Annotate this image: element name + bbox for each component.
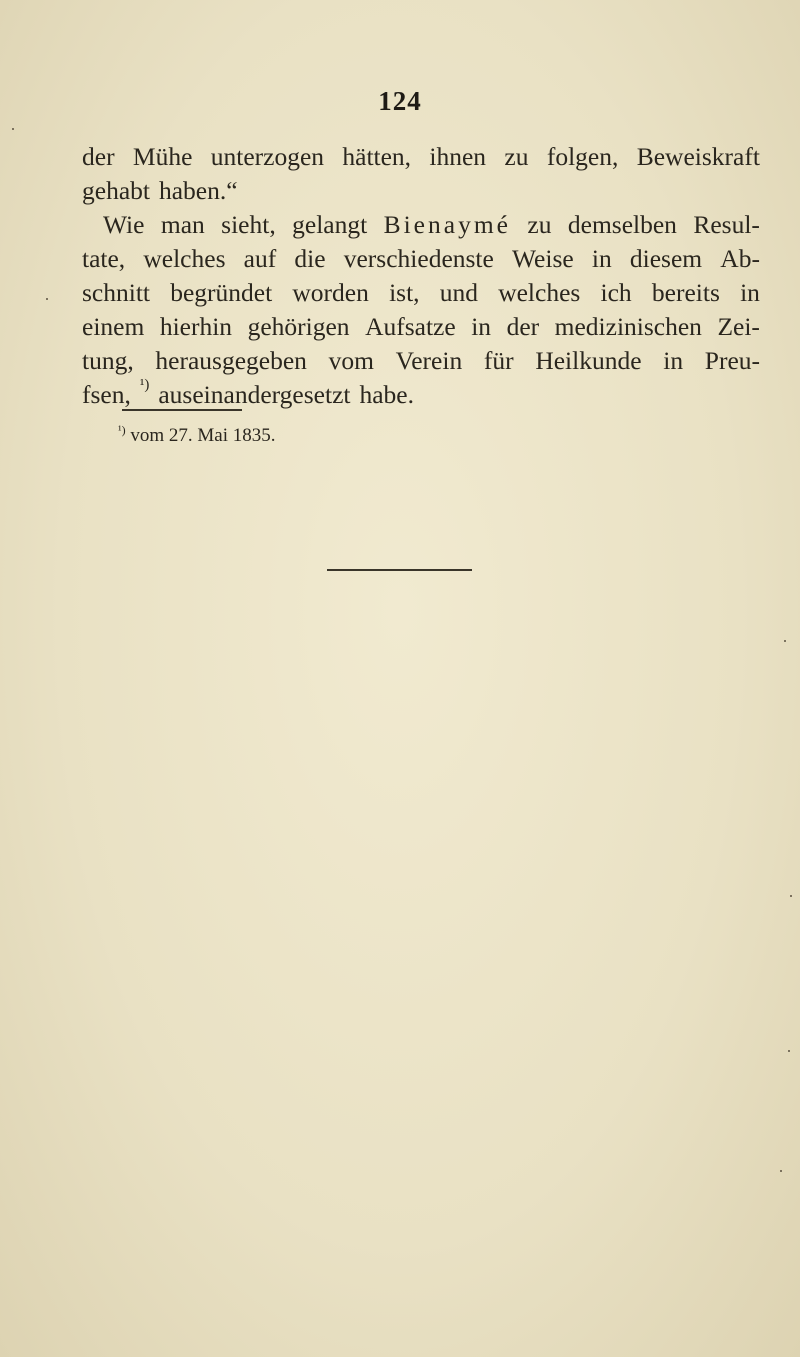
- word: Beweiskraft: [636, 142, 760, 171]
- footnote-reference: ¹): [139, 377, 150, 393]
- word: habe.: [359, 380, 414, 409]
- word: Zei-: [717, 312, 760, 341]
- word: tung,: [82, 346, 134, 375]
- word: für: [483, 346, 514, 375]
- section-end-rule: [327, 569, 472, 571]
- word: Resul-: [693, 210, 760, 239]
- word: auf: [243, 244, 277, 273]
- text-line: [82, 344, 760, 378]
- word: in: [740, 278, 760, 307]
- word: begründet: [170, 278, 273, 307]
- footnote: [118, 425, 275, 447]
- word: welches: [143, 244, 226, 273]
- word: vom: [328, 346, 374, 375]
- text-line: [82, 378, 760, 412]
- word: hierhin: [159, 312, 233, 341]
- word: Ab-: [720, 244, 760, 273]
- word: in: [591, 244, 612, 273]
- word: der: [82, 142, 115, 171]
- word: herausgegeben: [155, 346, 307, 375]
- word: verschiedenste: [343, 244, 494, 273]
- paper-speck: [788, 1050, 790, 1052]
- word: diesem: [629, 244, 703, 273]
- word: bereits: [651, 278, 720, 307]
- word: medizinischen: [554, 312, 702, 341]
- body-text: [82, 140, 760, 412]
- text-line: [82, 208, 760, 242]
- footnote-separator: [122, 409, 242, 411]
- paper-speck: [46, 298, 48, 300]
- word: hätten,: [342, 142, 412, 171]
- footnote-text: vom 27. Mai 1835.: [130, 425, 276, 446]
- word: folgen,: [546, 142, 619, 171]
- word: tate,: [82, 244, 126, 273]
- word: gelangt: [292, 210, 368, 239]
- word: schnitt: [82, 278, 150, 307]
- word: in: [471, 312, 492, 341]
- text-line: [82, 140, 760, 174]
- word: worden: [292, 278, 369, 307]
- paper-speck: [12, 128, 14, 130]
- word: einem: [82, 312, 145, 341]
- word: ich: [600, 278, 632, 307]
- word: auseinandergesetzt: [158, 380, 351, 409]
- word: und: [439, 278, 478, 307]
- word: Aufsatze: [365, 312, 456, 341]
- word: Wie: [103, 210, 145, 239]
- word: Preu-: [704, 346, 760, 375]
- word: die: [294, 244, 326, 273]
- word: zu: [527, 210, 552, 239]
- word: fsen,: [82, 380, 131, 409]
- word: ihnen: [429, 142, 487, 171]
- text-line: [82, 174, 760, 208]
- word: Verein: [395, 346, 463, 375]
- word: Mühe: [132, 142, 193, 171]
- word: welches: [498, 278, 581, 307]
- word: gehabt: [82, 176, 150, 205]
- page-number: 124: [378, 86, 422, 116]
- word: demselben: [567, 210, 677, 239]
- word: man: [160, 210, 205, 239]
- paper-speck: [790, 895, 792, 897]
- word: Weise: [512, 244, 574, 273]
- text-line: [82, 242, 760, 276]
- text-line: [82, 310, 760, 344]
- word: sieht,: [221, 210, 276, 239]
- word: haben.“: [158, 176, 238, 205]
- text-line: [82, 276, 760, 310]
- word: ist,: [389, 278, 420, 307]
- word: der: [506, 312, 540, 341]
- word: in: [663, 346, 684, 375]
- author-name: Bienaymé: [383, 210, 511, 239]
- word: unterzogen: [210, 142, 325, 171]
- footnote-marker: ¹): [118, 423, 126, 437]
- word: zu: [504, 142, 529, 171]
- paper-speck: [784, 640, 786, 642]
- word: Heilkunde: [535, 346, 642, 375]
- word: gehörigen: [247, 312, 350, 341]
- paper-speck: [780, 1170, 782, 1172]
